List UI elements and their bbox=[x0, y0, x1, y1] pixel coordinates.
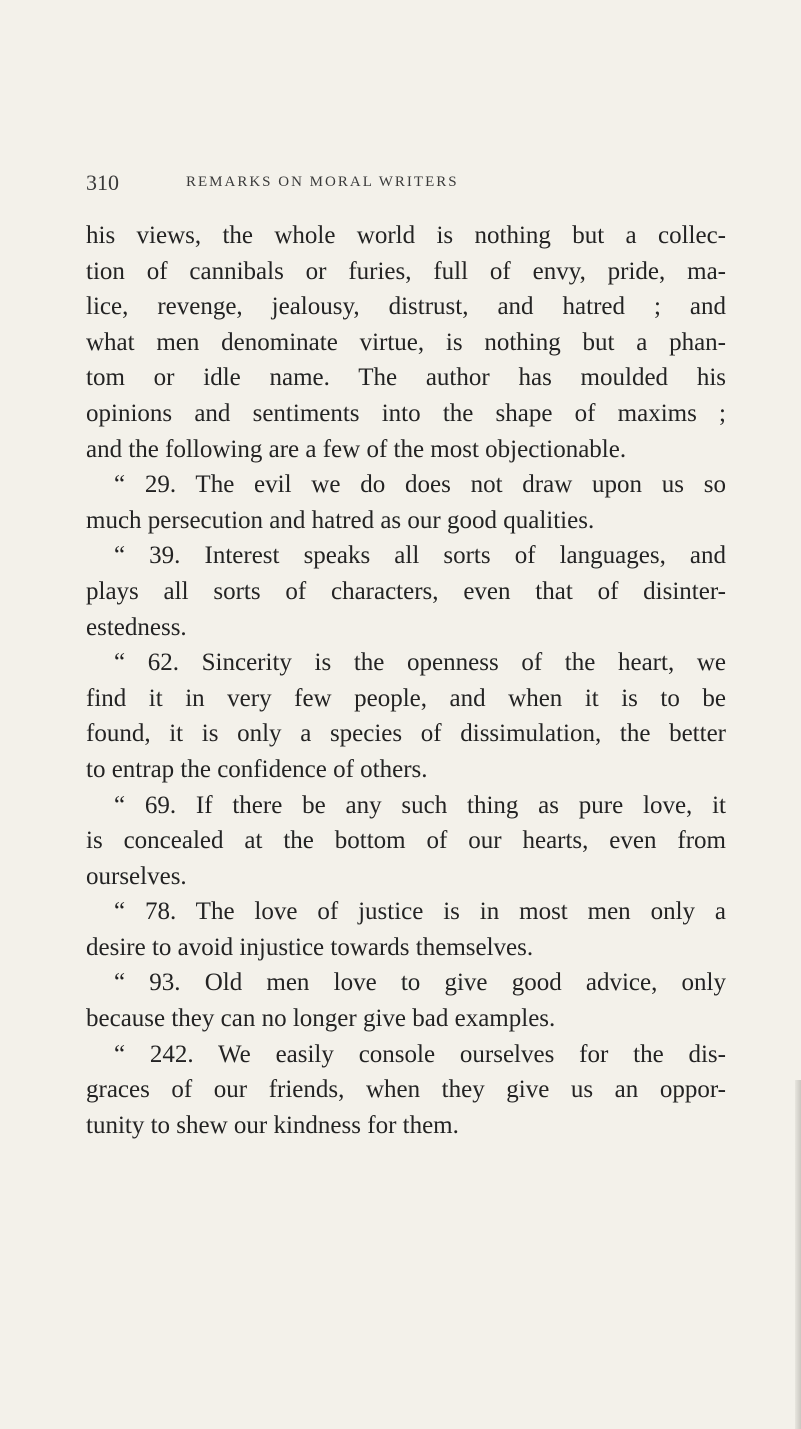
running-head bbox=[86, 170, 726, 200]
text-line: graces of our friends, when they give us an oppor- bbox=[86, 1076, 726, 1104]
text-line: “ 29. The evil we do does not draw upon us so bbox=[114, 471, 726, 499]
text-line: tion of cannibals or furies, full of envy, pride, ma- bbox=[86, 257, 726, 285]
body-text bbox=[86, 218, 726, 1143]
page-number: 310 bbox=[86, 170, 119, 195]
text-line: found, it is only a species of dissimulation, the better bbox=[86, 720, 726, 748]
text-line: “ 93. Old men love to give good advice, only bbox=[114, 969, 726, 997]
running-head-title: REMARKS ON MORAL WRITERS bbox=[186, 174, 459, 190]
text-line: his views, the whole world is nothing but a collec- bbox=[86, 222, 726, 249]
text-line: find it in very few people, and when it is to be bbox=[86, 684, 726, 712]
text-line: what men denominate virtue, is nothing but a phan- bbox=[86, 328, 726, 356]
text-line: lice, revenge, jealousy, distrust, and hatred ; and bbox=[86, 293, 726, 321]
text-line: estedness. bbox=[86, 613, 187, 641]
text-line: much persecution and hatred as our good qualities. bbox=[86, 506, 595, 534]
text-line: is concealed at the bottom of our hearts, even from bbox=[86, 827, 726, 855]
text-line: “ 69. If there be any such thing as pure love, it bbox=[114, 791, 726, 819]
text-line: “ 62. Sincerity is the openness of the heart, we bbox=[114, 649, 726, 677]
text-line: “ 78. The love of justice is in most men only a bbox=[114, 898, 726, 926]
text-line: desire to avoid injustice towards themselves. bbox=[86, 933, 534, 961]
text-line: tom or idle name. The author has moulded his bbox=[86, 364, 726, 392]
text-line: “ 39. Interest speaks all sorts of languages, and bbox=[114, 542, 726, 570]
text-line: tunity to shew our kindness for them. bbox=[86, 1111, 459, 1139]
page-edge-shadow bbox=[795, 1080, 801, 1429]
text-line: to entrap the confidence of others. bbox=[86, 755, 428, 783]
text-line: plays all sorts of characters, even that of disinter- bbox=[86, 577, 726, 605]
text-line: ourselves. bbox=[86, 862, 187, 890]
text-line: opinions and sentiments into the shape of maxims ; bbox=[86, 399, 726, 427]
text-line: “ 242. We easily console ourselves for the dis- bbox=[114, 1040, 726, 1068]
text-line: and the following are a few of the most objectionable. bbox=[86, 435, 627, 463]
text-line: because they can no longer give bad examples. bbox=[86, 1005, 556, 1033]
